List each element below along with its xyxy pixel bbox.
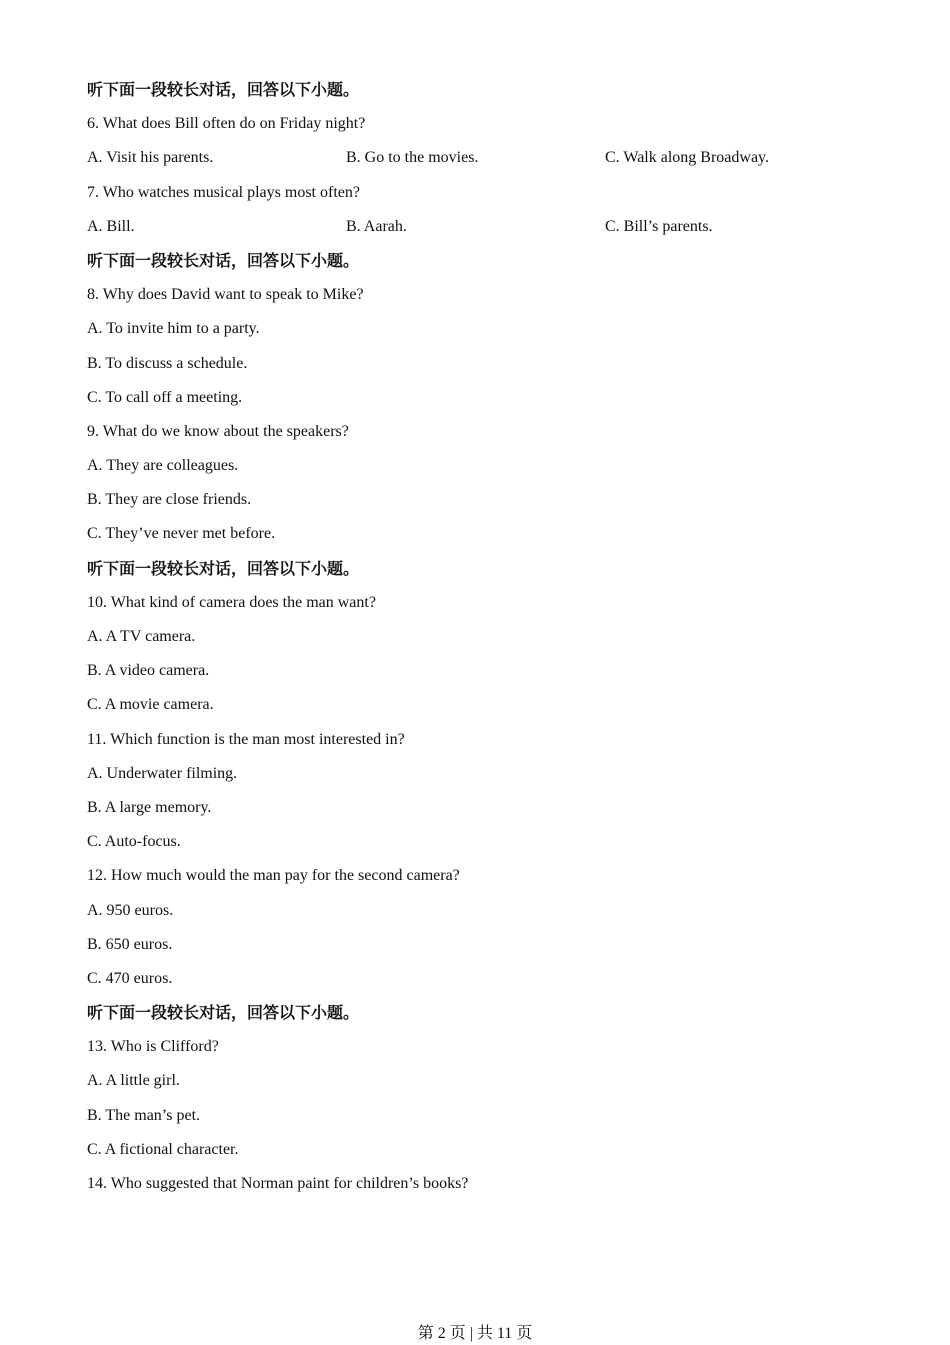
option-9a: A. They are colleagues.: [87, 457, 239, 475]
page-footer: 第 2 页 | 共 11 页: [417, 1325, 533, 1342]
section-heading: 听下面一段较长对话，回答以下小题。: [87, 250, 360, 270]
question-7: 7. Who watches musical plays most often?: [87, 183, 360, 201]
option-7a: A. Bill.: [87, 217, 135, 235]
option-8b: B. To discuss a schedule.: [87, 354, 248, 372]
option-13a: A. A little girl.: [87, 1072, 180, 1090]
question-13: 13. Who is Clifford?: [87, 1038, 219, 1056]
option-6c: C. Walk along Broadway.: [605, 149, 770, 167]
section-heading: 听下面一段较长对话，回答以下小题。: [87, 558, 360, 578]
option-12c: C. 470 euros.: [87, 969, 173, 987]
option-13b: B. The man’s pet.: [87, 1106, 201, 1124]
question-8: 8. Why does David want to speak to Mike?: [87, 286, 364, 304]
question-6: 6. What does Bill often do on Friday night?: [87, 115, 366, 133]
page-content: [87, 78, 887, 1206]
question-14: 14. Who suggested that Norman paint for children’s books?: [87, 1175, 469, 1192]
question-7-options: [87, 215, 887, 249]
question-6-options: [87, 146, 887, 180]
option-10b: B. A video camera.: [87, 662, 210, 680]
option-12b: B. 650 euros.: [87, 935, 173, 953]
option-6a: A. Visit his parents.: [87, 149, 214, 167]
option-11b: B. A large memory.: [87, 798, 212, 816]
question-9: 9. What do we know about the speakers?: [87, 422, 349, 440]
question-10: 10. What kind of camera does the man want?: [87, 593, 376, 611]
option-10a: A. A TV camera.: [87, 628, 196, 645]
option-7c: C. Bill’s parents.: [605, 217, 713, 235]
question-11: 11. Which function is the man most interested in?: [87, 730, 405, 748]
option-11a: A. Underwater filming.: [87, 764, 238, 782]
option-9b: B. They are close friends.: [87, 491, 252, 509]
section-heading: 听下面一段较长对话，回答以下小题。: [87, 80, 360, 99]
option-9c: C. They’ve never met before.: [87, 525, 276, 543]
question-12: 12. How much would the man pay for the second camera?: [87, 867, 460, 885]
option-6b: B. Go to the movies.: [346, 149, 479, 167]
option-8c: C. To call off a meeting.: [87, 388, 243, 406]
option-7b: B. Aarah.: [346, 217, 407, 235]
option-13c: C. A fictional character.: [87, 1140, 239, 1158]
option-12a: A. 950 euros.: [87, 901, 174, 919]
section-heading: 听下面一段较长对话，回答以下小题。: [87, 1003, 360, 1023]
option-11c: C. Auto-focus.: [87, 833, 181, 851]
option-10c: C. A movie camera.: [87, 696, 214, 714]
option-8a: A. To invite him to a party.: [87, 320, 260, 338]
